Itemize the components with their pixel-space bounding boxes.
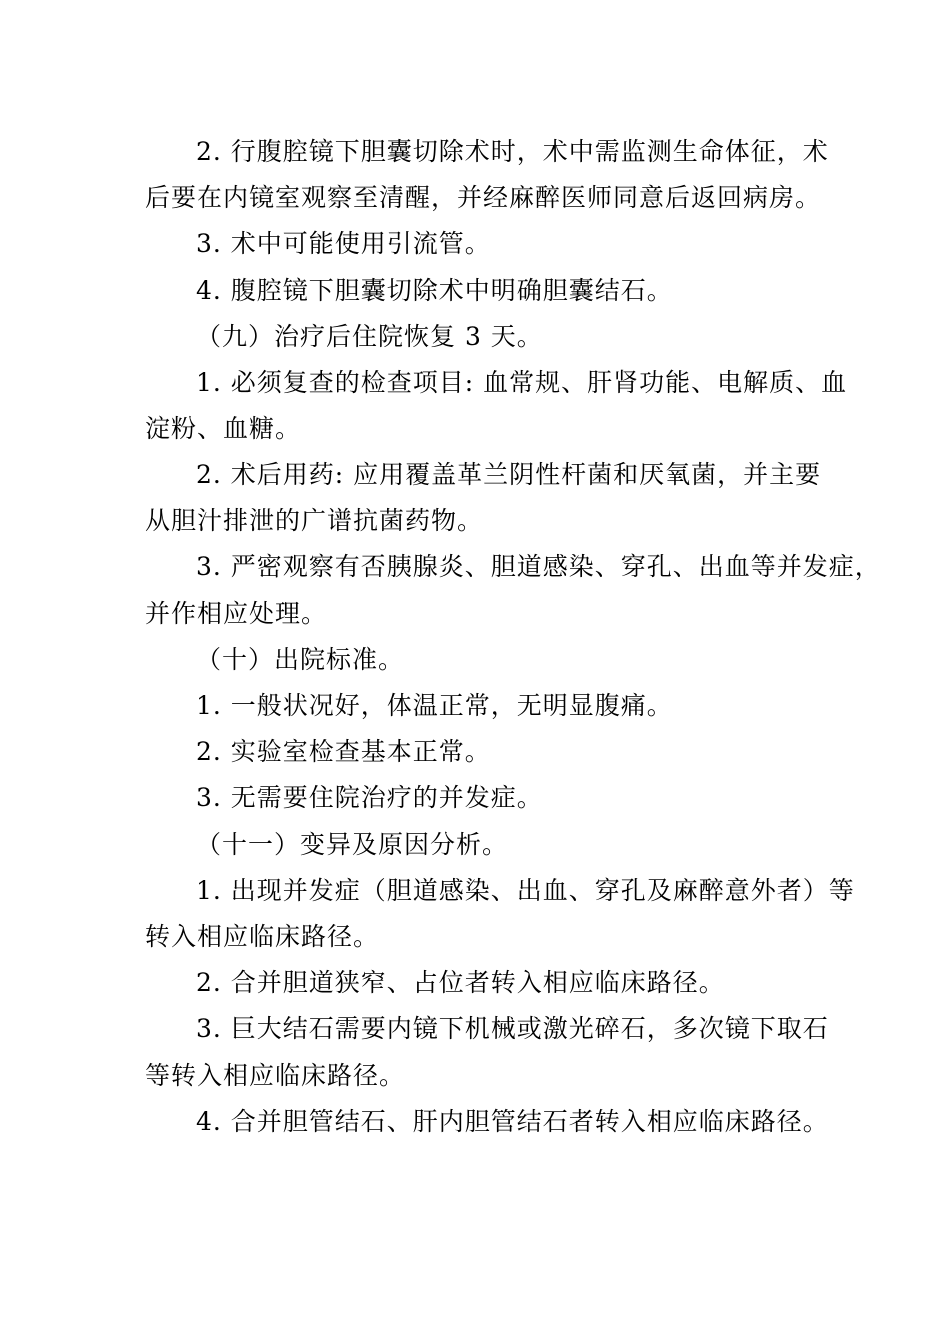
paragraph-line: 2. 实验室检查基本正常。 bbox=[196, 737, 491, 766]
paragraph-line: 3. 严密观察有否胰腺炎、胆道感染、穿孔、出血等并发症， bbox=[196, 552, 881, 581]
section-heading: （十一）变异及原因分析。 bbox=[196, 830, 509, 859]
paragraph-line: 1. 一般状况好，体温正常，无明显腹痛。 bbox=[196, 691, 673, 720]
paragraph-line: 2. 术后用药: 应用覆盖革兰阴性杆菌和厌氧菌，并主要 bbox=[196, 460, 822, 489]
paragraph-line: 后要在内镜室观察至清醒，并经麻醉医师同意后返回病房。 bbox=[145, 183, 822, 212]
paragraph-line: 3. 术中可能使用引流管。 bbox=[196, 229, 491, 258]
paragraph-line: 3. 巨大结石需要内镜下机械或激光碎石，多次镜下取石 bbox=[196, 1014, 829, 1043]
paragraph-line: 等转入相应临床路径。 bbox=[145, 1061, 406, 1090]
section-heading: （九）治疗后住院恢复 3 天。 bbox=[196, 322, 543, 351]
paragraph-line: 1. 出现并发症（胆道感染、出血、穿孔及麻醉意外者）等 bbox=[196, 876, 855, 905]
paragraph-line: 并作相应处理。 bbox=[145, 599, 328, 628]
paragraph-line: 2. 合并胆道狭窄、占位者转入相应临床路径。 bbox=[196, 968, 725, 997]
paragraph-line: 4. 合并胆管结石、肝内胆管结石者转入相应临床路径。 bbox=[196, 1107, 829, 1136]
section-heading: （十）出院标准。 bbox=[196, 645, 405, 674]
paragraph-line: 从胆汁排泄的广谱抗菌药物。 bbox=[145, 506, 484, 535]
paragraph-line: 3. 无需要住院治疗的并发症。 bbox=[196, 783, 543, 812]
paragraph-line: 2. 行腹腔镜下胆囊切除术时，术中需监测生命体征，术 bbox=[196, 137, 829, 166]
paragraph-line: 转入相应临床路径。 bbox=[145, 922, 380, 951]
paragraph-line: 4. 腹腔镜下胆囊切除术中明确胆囊结石。 bbox=[196, 276, 673, 305]
paragraph-line: 淀粉、血糖。 bbox=[145, 414, 302, 443]
paragraph-line: 1. 必须复查的检查项目: 血常规、肝肾功能、电解质、血 bbox=[196, 368, 848, 397]
